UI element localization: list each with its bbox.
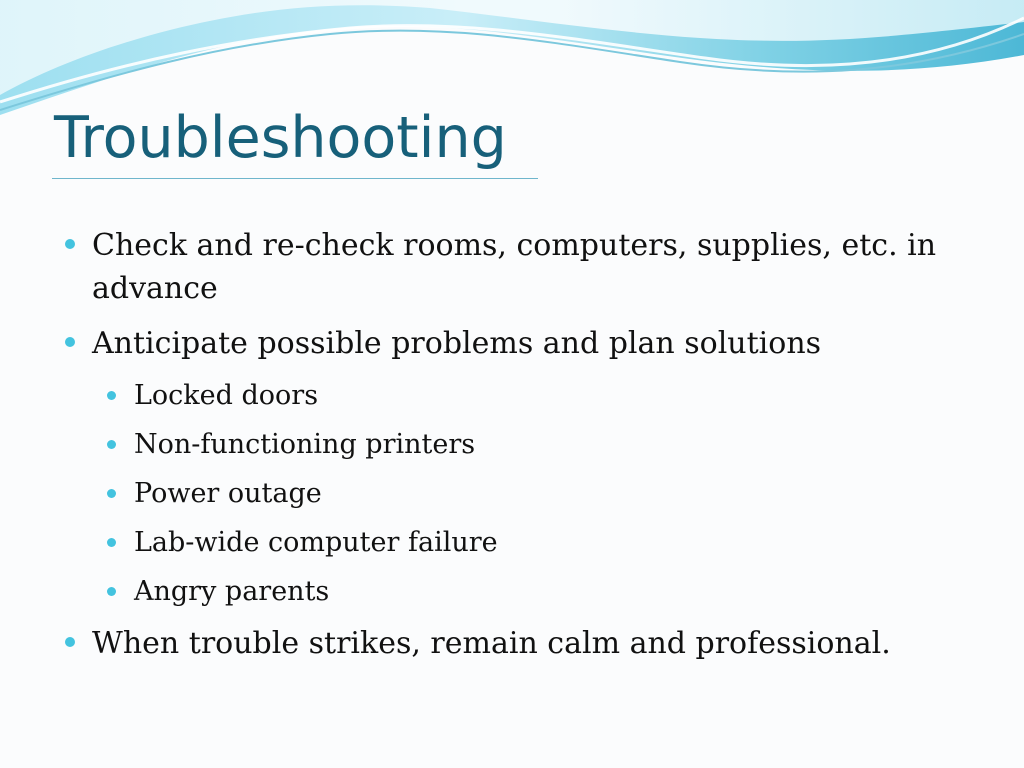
sub-bullet-dot-icon (107, 538, 116, 547)
sub-bullet-item (105, 377, 962, 414)
sub-bullet-item (105, 573, 962, 610)
bullet-item (62, 622, 962, 665)
bullet-text: Check and re-check rooms, computers, supplies, etc. in advance (92, 228, 937, 306)
bullet-dot-icon (65, 637, 75, 647)
bullet-dot-icon (65, 337, 75, 347)
sub-bullet-item (105, 426, 962, 463)
sub-bullet-text: Non-functioning printers (134, 429, 476, 460)
bullet-item (62, 322, 962, 365)
bullet-item (62, 224, 962, 310)
sub-bullet-item (105, 524, 962, 561)
bullet-text: When trouble strikes, remain calm and professional. (92, 626, 891, 661)
sub-bullet-text: Lab-wide computer failure (134, 527, 498, 558)
title-underline (52, 178, 538, 179)
sub-bullet-item (105, 475, 962, 512)
slide-content (62, 224, 962, 677)
bullet-text: Anticipate possible problems and plan solutions (92, 326, 822, 361)
sub-bullet-text: Angry parents (134, 576, 330, 607)
sub-bullet-text: Locked doors (134, 380, 319, 411)
sub-bullet-dot-icon (107, 587, 116, 596)
sub-bullet-dot-icon (107, 489, 116, 498)
sub-bullet-text: Power outage (134, 478, 322, 509)
sub-bullet-dot-icon (107, 440, 116, 449)
slide-title: Troubleshooting (54, 105, 507, 171)
bullet-dot-icon (65, 239, 75, 249)
sub-bullet-dot-icon (107, 391, 116, 400)
